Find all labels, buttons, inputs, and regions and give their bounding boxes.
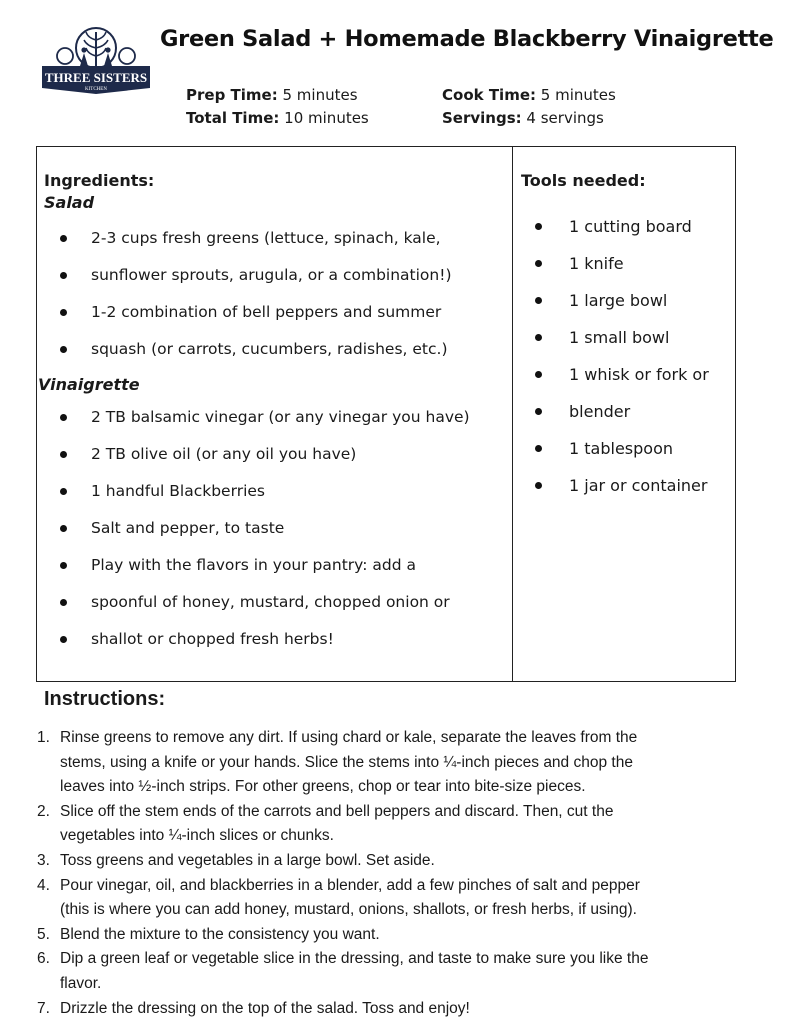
- step-line: Blend the mixture to the consistency you want.: [60, 925, 380, 943]
- list-item: sunflower sprouts, arugula, or a combination!): [44, 257, 510, 294]
- list-item: Salt and pepper, to taste: [44, 510, 510, 547]
- step-number: 1.: [37, 729, 50, 746]
- list-item: spoonful of honey, mustard, chopped onion or: [44, 584, 510, 621]
- step-line: Rinse greens to remove any dirt. If using chard or kale, separate the leaves from the: [60, 729, 638, 746]
- step-line: vegetables into ¼-inch slices or chunks.: [60, 827, 334, 845]
- logo-name: THREE SISTERS: [44, 70, 148, 85]
- list-item: 2 TB balsamic vinegar (or any vinegar you have): [44, 399, 510, 436]
- list-item: 1 handful Blackberries: [44, 473, 510, 510]
- prep-time-value: 5 minutes: [282, 86, 358, 104]
- servings-label: Servings:: [442, 109, 522, 127]
- step-number: 4.: [37, 876, 50, 894]
- logo-sub: KITCHEN: [85, 87, 107, 92]
- list-item: Play with the flavors in your pantry: add a: [44, 547, 510, 584]
- step-line: leaves into ½-inch strips. For other greens, chop or tear into bite-size pieces.: [60, 778, 586, 796]
- list-item: squash (or carrots, cucumbers, radishes, etc.): [44, 331, 510, 368]
- vinaigrette-heading: Vinaigrette: [38, 375, 140, 394]
- table-divider: [512, 146, 513, 682]
- step-number: 3.: [37, 851, 50, 869]
- step-line: stems, using a knife or your hands. Slice the stems into ¼-inch pieces and chop the: [60, 753, 633, 771]
- instructions-list: [37, 726, 737, 1021]
- list-item: 1 tablespoon: [521, 430, 731, 467]
- vinaigrette-list: [44, 399, 510, 658]
- list-item: 1 large bowl: [521, 282, 731, 319]
- list-item: 1 small bowl: [521, 319, 731, 356]
- step-line: Drizzle the dressing on the top of the salad. Toss and enjoy!: [60, 999, 470, 1017]
- list-item: 1-2 combination of bell peppers and summer: [44, 294, 510, 331]
- list-item: shallot or chopped fresh herbs!: [44, 621, 510, 658]
- instructions-heading: Instructions:: [44, 688, 166, 710]
- salad-heading: Salad: [44, 193, 95, 212]
- ingredients-section: [38, 170, 510, 658]
- step-line: Pour vinegar, oil, and blackberries in a blender, add a few pinches of salt and pepper: [60, 876, 640, 894]
- instruction-step: [37, 800, 737, 849]
- total-time-label: Total Time:: [186, 109, 280, 127]
- instruction-step: [37, 923, 737, 948]
- list-item: 1 cutting board: [521, 208, 731, 245]
- list-item: blender: [521, 393, 731, 430]
- tools-section: [521, 170, 731, 504]
- servings-value: 4 servings: [526, 109, 604, 127]
- meta-left: [186, 84, 369, 130]
- instruction-step: [37, 849, 737, 874]
- step-number: 6.: [37, 950, 50, 968]
- recipe-title: Green Salad + Homemade Blackberry Vinaigrette: [160, 26, 774, 52]
- list-item: 2 TB olive oil (or any oil you have): [44, 436, 510, 473]
- step-number: 2.: [37, 802, 50, 820]
- tools-list: [521, 208, 731, 504]
- salad-list: [44, 220, 510, 368]
- tools-heading: Tools needed:: [521, 171, 646, 190]
- instruction-step: [37, 947, 737, 996]
- total-time-value: 10 minutes: [284, 109, 369, 127]
- step-line: (this is where you can add honey, mustard, onions, shallots, or fresh herbs, if using).: [60, 901, 637, 919]
- list-item: 1 knife: [521, 245, 731, 282]
- step-number: 7.: [37, 999, 50, 1017]
- list-item: 1 jar or container: [521, 467, 731, 504]
- list-item: 2-3 cups fresh greens (lettuce, spinach, kale,: [44, 220, 510, 257]
- step-line: Slice off the stem ends of the carrots and bell peppers and discard. Then, cut the: [60, 802, 614, 820]
- step-line: Toss greens and vegetables in a large bowl. Set aside.: [60, 851, 435, 869]
- step-number: 5.: [37, 925, 50, 943]
- ingredients-heading: Ingredients:: [44, 171, 155, 190]
- instruction-step: [37, 874, 737, 923]
- instruction-step: [37, 997, 737, 1022]
- cook-time-value: 5 minutes: [540, 86, 616, 104]
- step-line: flavor.: [60, 974, 102, 992]
- prep-time-label: Prep Time:: [186, 86, 278, 104]
- three-sisters-logo: [40, 26, 152, 98]
- list-item: 1 whisk or fork or: [521, 356, 731, 393]
- step-line: Dip a green leaf or vegetable slice in the dressing, and taste to make sure you like the: [60, 950, 649, 968]
- cook-time-label: Cook Time:: [442, 86, 536, 104]
- instruction-step: [37, 726, 737, 800]
- meta-right: [442, 84, 616, 130]
